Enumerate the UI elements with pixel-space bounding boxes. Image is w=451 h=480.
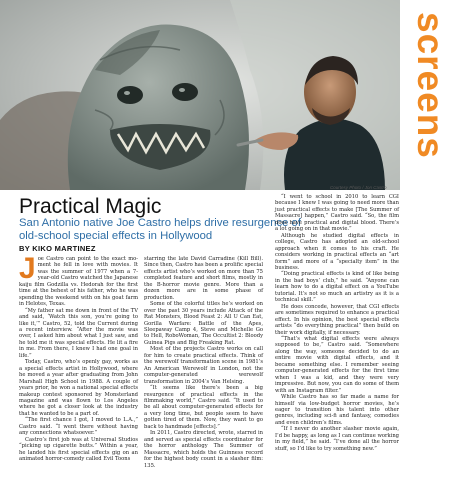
paragraph: “My father sat me down in front of the TV and said, ‘Watch this son, you’re going to like it,’” Castro, 52, told the Current during a recent interview. “After the movie was over, I asked him about what I just saw, and he told me it was special effects. He lit a fire in me. From there, I knew I had one goal in life.”: [19, 307, 138, 359]
paragraph: “It seems like there’s been a big resurgence of practical effects in the filmmaking world,” Castro said. “It used to be all about computer-generated effects for a very long time, but people seem to have gotten tired of them. Now, they want to go back to handmade [effects].”: [144, 385, 263, 430]
paragraph: “Doing practical effects is kind of like being in the bad boys’ club,” he said. “Anyone can learn how to do a digital effect on a YouTube tutorial. It’s not so much an artistry as it is a technical skill.”: [275, 271, 399, 304]
drop-cap: J: [19, 252, 36, 285]
paragraph: “If I never do another slasher movie again, I’d be happy, as long as I can continue working in my field,” he said. “I’ve done all the horror stuff, so I’d like to try something new.”: [275, 426, 399, 452]
paragraph: “That’s what digital effects were always supposed to be,” Castro said. “Somewhere along the way, someone decided to do an entire movie with digital effects, and it became something else. I remember seeing computer-generated effects for the first time when I was a kid, and they were very impressive. But now, you can do some of them with an Instagram filter.”: [275, 335, 399, 394]
photo-credit: Courtesy Photo / Jon Castro: [330, 185, 387, 190]
feature-photo: [0, 0, 400, 190]
article-column-2: [144, 256, 263, 469]
article-column-3: [275, 194, 399, 452]
paragraph: Although he studied digital effects in college, Castro has adopted an old-school approach when it comes to his craft. He considers working in practical effects an “art form” and more of a “specialty item” in the business.: [275, 232, 399, 271]
paragraph: He does concede, however, that CGI effects are sometimes required to enhance a practical effect. In his opinion, the best special effects artists “do everything practical” then build on their work digitally, if necessary.: [275, 303, 399, 336]
paragraph: “I went to school in 2010 to learn CGI because I knew I was going to need more than just practical effects to make [The Summer of Massacre] happen,” Castro said. “So, the film does have practical and digital blood. There’s a lot going on in that movie.”: [275, 194, 399, 233]
section-label: screens: [410, 12, 451, 159]
paragraph: Most of the projects Castro works on call for him to create practical effects. Think of the werewolf transformation scene in 1981’s An American Werewolf in London, not the computer-generated werewolf transformation in 2004’s Van Helsing.: [144, 346, 263, 385]
article-column-1: [19, 252, 138, 463]
paragraph: “The first chance I got, I moved to L.A.,” Castro said. “I went there without having any connections whatsoever.”: [19, 417, 138, 437]
paragraph: While Castro has so far made a name for himself via low-budget horror movies, he’s eager to transition his talent into other genres, including sci-fi and fantasy, comedies and even children’s films.: [275, 394, 399, 426]
paragraph: Today, Castro, who’s openly gay, works as a special effects artist in Hollywood, where he moved a year after graduating from John Marshall High School in 1988. A couple of years prior, he won a national special effects makeup contest sponsored by Monsterland magazine and was flown to Los Angeles where he got a closer look at the industry that he wanted to be a part of.: [19, 359, 138, 417]
sculptor-photo-icon: [0, 0, 400, 190]
headline: Practical Magic: [19, 195, 162, 218]
paragraph: oe Castro can point to the exact mo- ment he fell in love with movies. It was the summer of 1977 when a 7-year-old Castro watched the Japanese kaiju film Godzilla vs. Hedorah for the first time at the behest of his father, who he was spending the weekend with on his goat farm in Helotes, Texas.: [19, 256, 138, 308]
deck: San Antonio native Joe Castro helps drive resurgence of old-school special effects in Hollywood: [19, 217, 301, 242]
byline: BY KIKO MARTINEZ: [19, 244, 96, 253]
paragraph: In 2011, Castro directed, wrote, starred in and served as special effects coordinator for the horror anthology The Summer of Massacre, which holds the Guinness record for the highest body count in a slasher film: 135.: [144, 430, 263, 469]
paragraph: Castro’s first job was at Universal Studios “picking up cigarette butts.” Within a year, he landed his first special effects gig on an animated horror-comedy called Evil Toons: [19, 436, 138, 463]
section-tab: [402, 0, 451, 300]
paragraph: Some of the colorful titles he’s worked on over the past 30 years include Attack of the Rat Monsters, Blood Feast 2: All U Can Eat, Gorilla Warfare: Battle of the Apes, Sleepaway Camp 4, Steve and Michelle Go to Hell, RoboWoman, The Occultist 2: Bloody Guinea Pigs and Big Freaking Rat.: [144, 301, 263, 346]
paragraph: starring the late David Carradine (Kill Bill). Since then, Castro has been a prolific special effects artist who’s worked on more than 75 completed feature and short films, mostly in the B-horror movie genre. More than a dozen more are in some phase of production.: [144, 256, 263, 301]
